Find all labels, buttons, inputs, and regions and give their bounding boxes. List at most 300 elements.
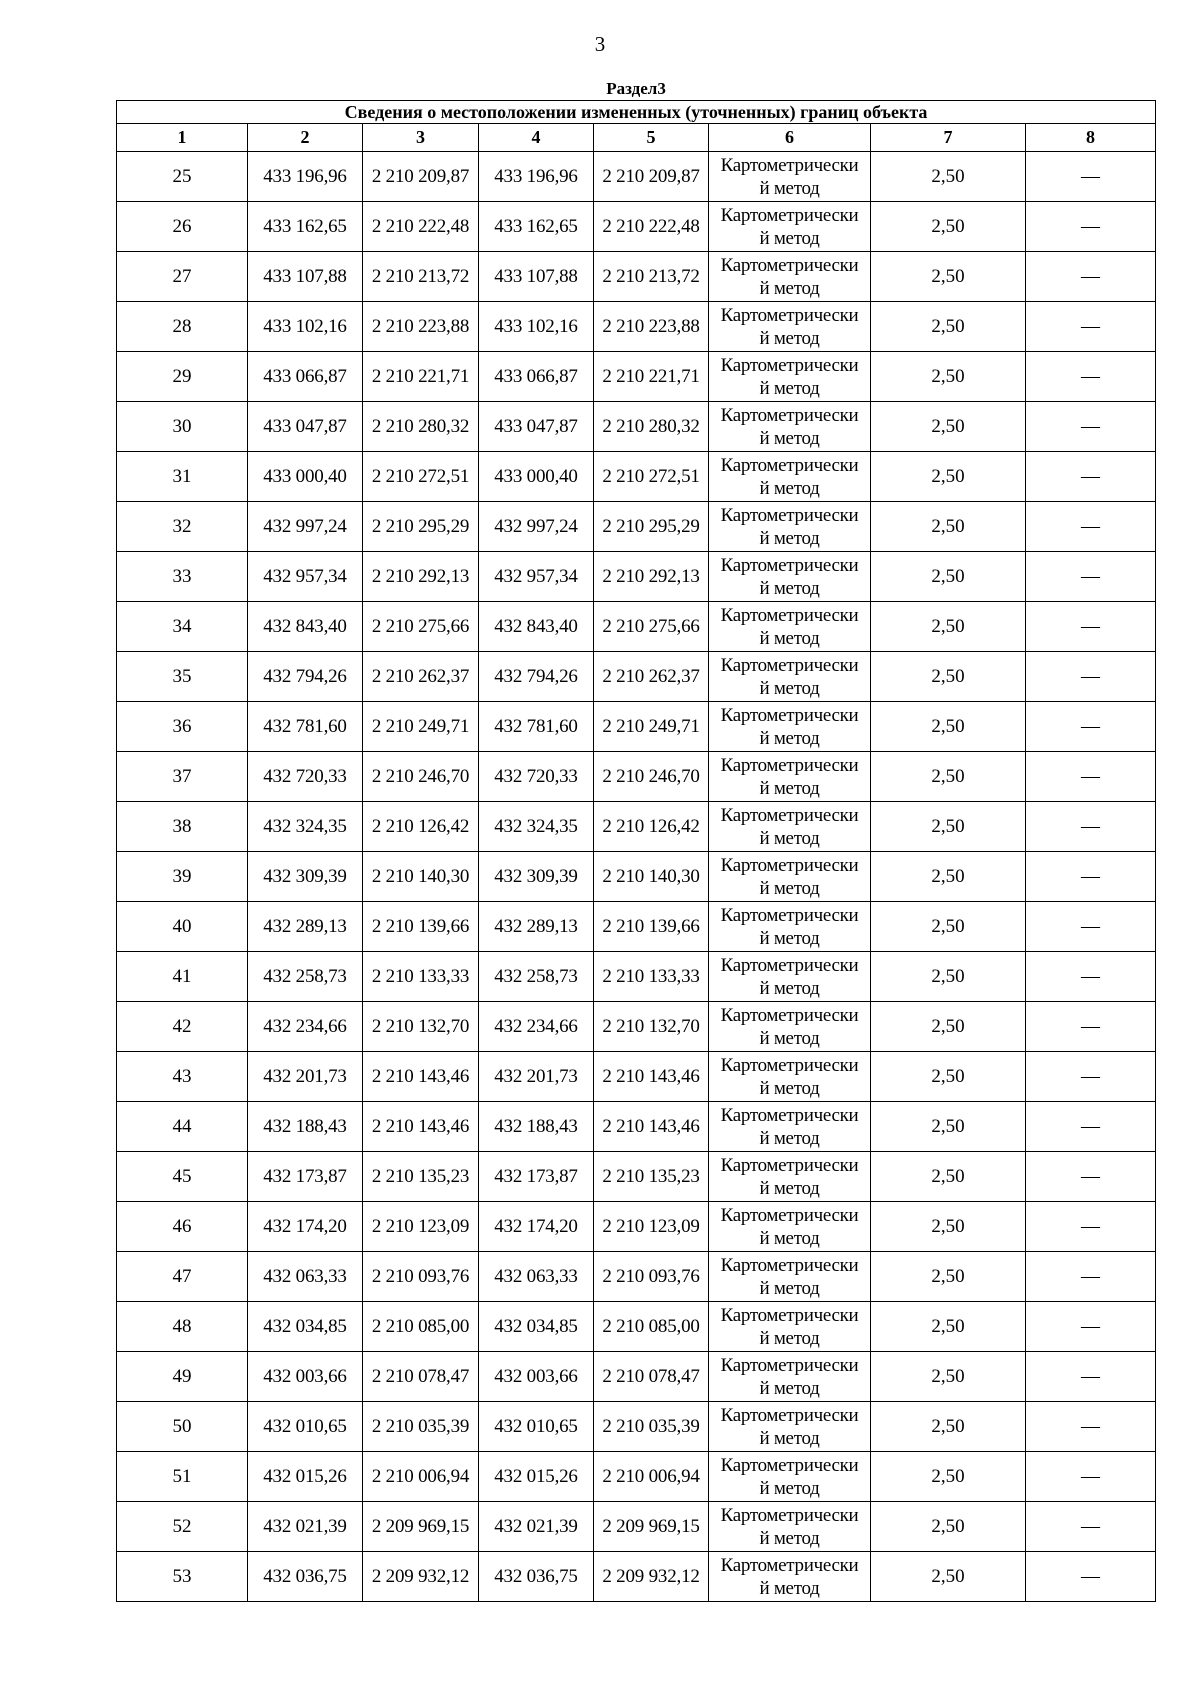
x-existing-cell: 432 010,65: [248, 1402, 363, 1452]
x-existing-cell: 432 188,43: [248, 1102, 363, 1152]
method-line-1: Картометрически: [720, 754, 859, 776]
accuracy-cell: 2,50: [871, 552, 1026, 602]
point-number-cell: 48: [117, 1302, 248, 1352]
point-number-cell: 50: [117, 1402, 248, 1452]
column-header-4: 4: [479, 124, 594, 152]
y-new-cell: 2 210 085,00: [594, 1302, 709, 1352]
method-line-2: й метод: [759, 1377, 820, 1399]
description-cell: —: [1026, 1352, 1156, 1402]
accuracy-cell: 2,50: [871, 402, 1026, 452]
method-cell: [709, 1352, 871, 1402]
accuracy-cell: 2,50: [871, 1402, 1026, 1452]
table-row: [117, 902, 1156, 952]
y-existing-cell: 2 210 221,71: [363, 352, 479, 402]
table-row: [117, 202, 1156, 252]
accuracy-cell: 2,50: [871, 252, 1026, 302]
y-new-cell: 2 210 035,39: [594, 1402, 709, 1452]
method-line-2: й метод: [759, 1477, 820, 1499]
method-line-2: й метод: [759, 1027, 820, 1049]
point-number-cell: 51: [117, 1452, 248, 1502]
method-line-2: й метод: [759, 1227, 820, 1249]
method-line-1: Картометрически: [720, 1354, 859, 1376]
y-new-cell: 2 210 133,33: [594, 952, 709, 1002]
x-new-cell: 432 015,26: [479, 1452, 594, 1502]
method-line-1: Картометрически: [720, 654, 859, 676]
point-number-cell: 27: [117, 252, 248, 302]
method-line-2: й метод: [759, 1277, 820, 1299]
description-cell: —: [1026, 752, 1156, 802]
method-cell: [709, 702, 871, 752]
table-row: [117, 752, 1156, 802]
accuracy-cell: 2,50: [871, 1502, 1026, 1552]
y-new-cell: 2 210 093,76: [594, 1252, 709, 1302]
method-line-1: Картометрически: [720, 1504, 859, 1526]
x-existing-cell: 432 781,60: [248, 702, 363, 752]
method-cell: [709, 1552, 871, 1602]
description-cell: —: [1026, 802, 1156, 852]
method-cell: [709, 652, 871, 702]
y-existing-cell: 2 210 135,23: [363, 1152, 479, 1202]
x-new-cell: 432 234,66: [479, 1002, 594, 1052]
point-number-cell: 47: [117, 1252, 248, 1302]
method-cell: [709, 1402, 871, 1452]
accuracy-cell: 2,50: [871, 1302, 1026, 1352]
table-row: [117, 252, 1156, 302]
method-line-2: й метод: [759, 877, 820, 899]
x-existing-cell: 433 102,16: [248, 302, 363, 352]
y-new-cell: 2 210 139,66: [594, 902, 709, 952]
accuracy-cell: 2,50: [871, 1002, 1026, 1052]
y-existing-cell: 2 210 249,71: [363, 702, 479, 752]
x-existing-cell: 432 003,66: [248, 1352, 363, 1402]
y-new-cell: 2 210 275,66: [594, 602, 709, 652]
method-cell: [709, 452, 871, 502]
table-row: [117, 1552, 1156, 1602]
method-line-1: Картометрически: [720, 1304, 859, 1326]
x-new-cell: 433 196,96: [479, 152, 594, 202]
method-line-1: Картометрически: [720, 904, 859, 926]
point-number-cell: 49: [117, 1352, 248, 1402]
table-row: [117, 402, 1156, 452]
column-number-header-row: [117, 124, 1156, 152]
method-cell: [709, 1202, 871, 1252]
table-row: [117, 852, 1156, 902]
y-existing-cell: 2 210 078,47: [363, 1352, 479, 1402]
description-cell: —: [1026, 202, 1156, 252]
y-existing-cell: 2 210 292,13: [363, 552, 479, 602]
method-line-1: Картометрически: [720, 204, 859, 226]
method-cell: [709, 252, 871, 302]
y-new-cell: 2 210 222,48: [594, 202, 709, 252]
table-row: [117, 1402, 1156, 1452]
accuracy-cell: 2,50: [871, 1202, 1026, 1252]
y-new-cell: 2 210 123,09: [594, 1202, 709, 1252]
x-new-cell: 432 781,60: [479, 702, 594, 752]
x-new-cell: 432 794,26: [479, 652, 594, 702]
method-line-2: й метод: [759, 1077, 820, 1099]
table-row: [117, 1202, 1156, 1252]
y-new-cell: 2 210 126,42: [594, 802, 709, 852]
method-line-1: Картометрически: [720, 1454, 859, 1476]
point-number-cell: 46: [117, 1202, 248, 1252]
y-new-cell: 2 210 262,37: [594, 652, 709, 702]
y-existing-cell: 2 210 139,66: [363, 902, 479, 952]
x-new-cell: 432 258,73: [479, 952, 594, 1002]
section-title: Раздел3: [117, 78, 1156, 101]
description-cell: —: [1026, 1052, 1156, 1102]
x-existing-cell: 432 309,39: [248, 852, 363, 902]
x-existing-cell: 432 997,24: [248, 502, 363, 552]
method-cell: [709, 152, 871, 202]
point-number-cell: 26: [117, 202, 248, 252]
y-existing-cell: 2 210 280,32: [363, 402, 479, 452]
method-line-1: Картометрически: [720, 1554, 859, 1576]
column-header-1: 1: [117, 124, 248, 152]
method-line-1: Картометрически: [720, 954, 859, 976]
accuracy-cell: 2,50: [871, 602, 1026, 652]
table-row: [117, 1052, 1156, 1102]
method-line-1: Картометрически: [720, 1404, 859, 1426]
accuracy-cell: 2,50: [871, 1052, 1026, 1102]
accuracy-cell: 2,50: [871, 352, 1026, 402]
table-row: [117, 1352, 1156, 1402]
x-new-cell: 432 036,75: [479, 1552, 594, 1602]
accuracy-cell: 2,50: [871, 502, 1026, 552]
x-new-cell: 432 003,66: [479, 1352, 594, 1402]
x-new-cell: 432 034,85: [479, 1302, 594, 1352]
method-cell: [709, 352, 871, 402]
description-cell: —: [1026, 1252, 1156, 1302]
accuracy-cell: 2,50: [871, 752, 1026, 802]
method-line-1: Картометрически: [720, 854, 859, 876]
method-line-2: й метод: [759, 327, 820, 349]
description-cell: —: [1026, 1552, 1156, 1602]
y-new-cell: 2 210 280,32: [594, 402, 709, 452]
x-existing-cell: 432 034,85: [248, 1302, 363, 1352]
y-new-cell: 2 210 135,23: [594, 1152, 709, 1202]
x-new-cell: 432 174,20: [479, 1202, 594, 1252]
table-row: [117, 702, 1156, 752]
x-existing-cell: 433 107,88: [248, 252, 363, 302]
table-row: [117, 602, 1156, 652]
point-number-cell: 35: [117, 652, 248, 702]
y-new-cell: 2 209 969,15: [594, 1502, 709, 1552]
method-line-1: Картометрически: [720, 804, 859, 826]
x-new-cell: 432 201,73: [479, 1052, 594, 1102]
x-existing-cell: 432 201,73: [248, 1052, 363, 1102]
description-cell: —: [1026, 352, 1156, 402]
y-existing-cell: 2 209 969,15: [363, 1502, 479, 1552]
y-existing-cell: 2 210 143,46: [363, 1052, 479, 1102]
method-line-1: Картометрически: [720, 1204, 859, 1226]
y-existing-cell: 2 210 222,48: [363, 202, 479, 252]
point-number-cell: 31: [117, 452, 248, 502]
description-cell: —: [1026, 452, 1156, 502]
method-line-1: Картометрически: [720, 1254, 859, 1276]
table-row: [117, 1152, 1156, 1202]
method-cell: [709, 1452, 871, 1502]
accuracy-cell: 2,50: [871, 1552, 1026, 1602]
x-existing-cell: 432 794,26: [248, 652, 363, 702]
y-existing-cell: 2 210 223,88: [363, 302, 479, 352]
description-cell: —: [1026, 1452, 1156, 1502]
point-number-cell: 39: [117, 852, 248, 902]
y-new-cell: 2 210 143,46: [594, 1102, 709, 1152]
accuracy-cell: 2,50: [871, 1352, 1026, 1402]
y-existing-cell: 2 210 126,42: [363, 802, 479, 852]
point-number-cell: 34: [117, 602, 248, 652]
x-new-cell: 432 309,39: [479, 852, 594, 902]
page-number: 3: [594, 32, 606, 56]
x-new-cell: 433 047,87: [479, 402, 594, 452]
x-existing-cell: 432 324,35: [248, 802, 363, 852]
accuracy-cell: 2,50: [871, 652, 1026, 702]
y-existing-cell: 2 210 093,76: [363, 1252, 479, 1302]
method-line-2: й метод: [759, 277, 820, 299]
x-new-cell: 433 162,65: [479, 202, 594, 252]
point-number-cell: 28: [117, 302, 248, 352]
method-line-1: Картометрически: [720, 304, 859, 326]
x-new-cell: 432 188,43: [479, 1102, 594, 1152]
x-existing-cell: 433 162,65: [248, 202, 363, 252]
method-line-1: Картометрически: [720, 1154, 859, 1176]
y-new-cell: 2 210 246,70: [594, 752, 709, 802]
description-cell: —: [1026, 1202, 1156, 1252]
y-existing-cell: 2 210 085,00: [363, 1302, 479, 1352]
description-cell: —: [1026, 152, 1156, 202]
x-existing-cell: 433 047,87: [248, 402, 363, 452]
point-number-cell: 40: [117, 902, 248, 952]
column-header-8: 8: [1026, 124, 1156, 152]
table-row: [117, 1502, 1156, 1552]
point-number-cell: 43: [117, 1052, 248, 1102]
y-existing-cell: 2 210 123,09: [363, 1202, 479, 1252]
y-existing-cell: 2 210 209,87: [363, 152, 479, 202]
method-line-1: Картометрически: [720, 404, 859, 426]
method-line-1: Картометрически: [720, 1104, 859, 1126]
x-existing-cell: 432 174,20: [248, 1202, 363, 1252]
column-header-6: 6: [709, 124, 871, 152]
column-header-3: 3: [363, 124, 479, 152]
y-new-cell: 2 210 292,13: [594, 552, 709, 602]
method-cell: [709, 552, 871, 602]
x-existing-cell: 432 036,75: [248, 1552, 363, 1602]
method-line-2: й метод: [759, 977, 820, 999]
y-new-cell: 2 210 132,70: [594, 1002, 709, 1052]
table-row: [117, 302, 1156, 352]
method-line-2: й метод: [759, 1127, 820, 1149]
x-new-cell: 432 063,33: [479, 1252, 594, 1302]
accuracy-cell: 2,50: [871, 1102, 1026, 1152]
method-line-1: Картометрически: [720, 154, 859, 176]
method-line-2: й метод: [759, 527, 820, 549]
y-existing-cell: 2 210 275,66: [363, 602, 479, 652]
description-cell: —: [1026, 502, 1156, 552]
point-number-cell: 45: [117, 1152, 248, 1202]
y-existing-cell: 2 210 133,33: [363, 952, 479, 1002]
y-new-cell: 2 210 140,30: [594, 852, 709, 902]
y-new-cell: 2 210 006,94: [594, 1452, 709, 1502]
method-line-2: й метод: [759, 677, 820, 699]
x-existing-cell: 432 021,39: [248, 1502, 363, 1552]
point-number-cell: 37: [117, 752, 248, 802]
table-title: Сведения о местоположении измененных (уточненных) границ объекта: [117, 101, 1156, 124]
method-line-1: Картометрически: [720, 1054, 859, 1076]
method-cell: [709, 602, 871, 652]
y-existing-cell: 2 210 272,51: [363, 452, 479, 502]
x-new-cell: 432 720,33: [479, 752, 594, 802]
x-existing-cell: 432 289,13: [248, 902, 363, 952]
method-cell: [709, 802, 871, 852]
table-row: [117, 1102, 1156, 1152]
column-header-2: 2: [248, 124, 363, 152]
point-number-cell: 53: [117, 1552, 248, 1602]
x-existing-cell: 432 843,40: [248, 602, 363, 652]
table-body: [117, 152, 1156, 1602]
y-existing-cell: 2 210 143,46: [363, 1102, 479, 1152]
accuracy-cell: 2,50: [871, 702, 1026, 752]
method-line-1: Картометрически: [720, 454, 859, 476]
x-new-cell: 432 324,35: [479, 802, 594, 852]
table-row: [117, 452, 1156, 502]
point-number-cell: 33: [117, 552, 248, 602]
method-line-2: й метод: [759, 1177, 820, 1199]
table-row: [117, 502, 1156, 552]
point-number-cell: 25: [117, 152, 248, 202]
method-line-1: Картометрически: [720, 504, 859, 526]
y-existing-cell: 2 210 246,70: [363, 752, 479, 802]
point-number-cell: 36: [117, 702, 248, 752]
column-header-5: 5: [594, 124, 709, 152]
y-new-cell: 2 210 209,87: [594, 152, 709, 202]
x-new-cell: 432 957,34: [479, 552, 594, 602]
method-cell: [709, 1252, 871, 1302]
boundary-coordinates-table: [116, 78, 1156, 1602]
accuracy-cell: 2,50: [871, 1452, 1026, 1502]
section-title-row: [117, 78, 1156, 101]
column-header-7: 7: [871, 124, 1026, 152]
point-number-cell: 52: [117, 1502, 248, 1552]
method-cell: [709, 1102, 871, 1152]
x-existing-cell: 433 000,40: [248, 452, 363, 502]
method-line-1: Картометрически: [720, 1004, 859, 1026]
table-row: [117, 652, 1156, 702]
description-cell: —: [1026, 1302, 1156, 1352]
y-new-cell: 2 210 078,47: [594, 1352, 709, 1402]
method-line-2: й метод: [759, 1327, 820, 1349]
y-existing-cell: 2 210 006,94: [363, 1452, 479, 1502]
table-row: [117, 352, 1156, 402]
description-cell: —: [1026, 252, 1156, 302]
y-existing-cell: 2 210 035,39: [363, 1402, 479, 1452]
x-existing-cell: 432 720,33: [248, 752, 363, 802]
table-row: [117, 552, 1156, 602]
method-line-2: й метод: [759, 477, 820, 499]
method-line-2: й метод: [759, 727, 820, 749]
accuracy-cell: 2,50: [871, 802, 1026, 852]
method-cell: [709, 502, 871, 552]
point-number-cell: 42: [117, 1002, 248, 1052]
x-existing-cell: 433 066,87: [248, 352, 363, 402]
method-line-2: й метод: [759, 827, 820, 849]
x-new-cell: 432 173,87: [479, 1152, 594, 1202]
point-number-cell: 29: [117, 352, 248, 402]
accuracy-cell: 2,50: [871, 202, 1026, 252]
x-new-cell: 432 289,13: [479, 902, 594, 952]
table-row: [117, 1002, 1156, 1052]
accuracy-cell: 2,50: [871, 902, 1026, 952]
method-cell: [709, 1152, 871, 1202]
x-new-cell: 433 000,40: [479, 452, 594, 502]
accuracy-cell: 2,50: [871, 1152, 1026, 1202]
y-existing-cell: 2 210 132,70: [363, 1002, 479, 1052]
method-line-2: й метод: [759, 1577, 820, 1599]
y-new-cell: 2 210 221,71: [594, 352, 709, 402]
method-cell: [709, 1302, 871, 1352]
point-number-cell: 41: [117, 952, 248, 1002]
x-existing-cell: 432 234,66: [248, 1002, 363, 1052]
method-cell: [709, 1002, 871, 1052]
method-cell: [709, 1502, 871, 1552]
method-line-1: Картометрически: [720, 254, 859, 276]
description-cell: —: [1026, 902, 1156, 952]
y-existing-cell: 2 210 262,37: [363, 652, 479, 702]
method-cell: [709, 852, 871, 902]
accuracy-cell: 2,50: [871, 452, 1026, 502]
table-row: [117, 802, 1156, 852]
accuracy-cell: 2,50: [871, 152, 1026, 202]
method-cell: [709, 202, 871, 252]
description-cell: —: [1026, 852, 1156, 902]
method-cell: [709, 402, 871, 452]
point-number-cell: 44: [117, 1102, 248, 1152]
method-line-2: й метод: [759, 777, 820, 799]
description-cell: —: [1026, 1102, 1156, 1152]
description-cell: —: [1026, 1402, 1156, 1452]
x-existing-cell: 432 957,34: [248, 552, 363, 602]
x-existing-cell: 432 063,33: [248, 1252, 363, 1302]
y-new-cell: 2 210 213,72: [594, 252, 709, 302]
accuracy-cell: 2,50: [871, 302, 1026, 352]
description-cell: —: [1026, 552, 1156, 602]
x-new-cell: 433 102,16: [479, 302, 594, 352]
method-cell: [709, 952, 871, 1002]
method-line-2: й метод: [759, 177, 820, 199]
y-new-cell: 2 210 143,46: [594, 1052, 709, 1102]
method-cell: [709, 752, 871, 802]
table-row: [117, 152, 1156, 202]
table-row: [117, 1252, 1156, 1302]
method-cell: [709, 1052, 871, 1102]
method-line-2: й метод: [759, 577, 820, 599]
table-row: [117, 1302, 1156, 1352]
accuracy-cell: 2,50: [871, 1252, 1026, 1302]
method-line-2: й метод: [759, 227, 820, 249]
x-new-cell: 432 021,39: [479, 1502, 594, 1552]
description-cell: —: [1026, 1002, 1156, 1052]
x-new-cell: 432 010,65: [479, 1402, 594, 1452]
x-new-cell: 433 066,87: [479, 352, 594, 402]
y-new-cell: 2 210 223,88: [594, 302, 709, 352]
method-cell: [709, 302, 871, 352]
y-existing-cell: 2 209 932,12: [363, 1552, 479, 1602]
table-row: [117, 952, 1156, 1002]
table-row: [117, 1452, 1156, 1502]
description-cell: —: [1026, 952, 1156, 1002]
method-line-2: й метод: [759, 427, 820, 449]
y-existing-cell: 2 210 140,30: [363, 852, 479, 902]
description-cell: —: [1026, 1502, 1156, 1552]
